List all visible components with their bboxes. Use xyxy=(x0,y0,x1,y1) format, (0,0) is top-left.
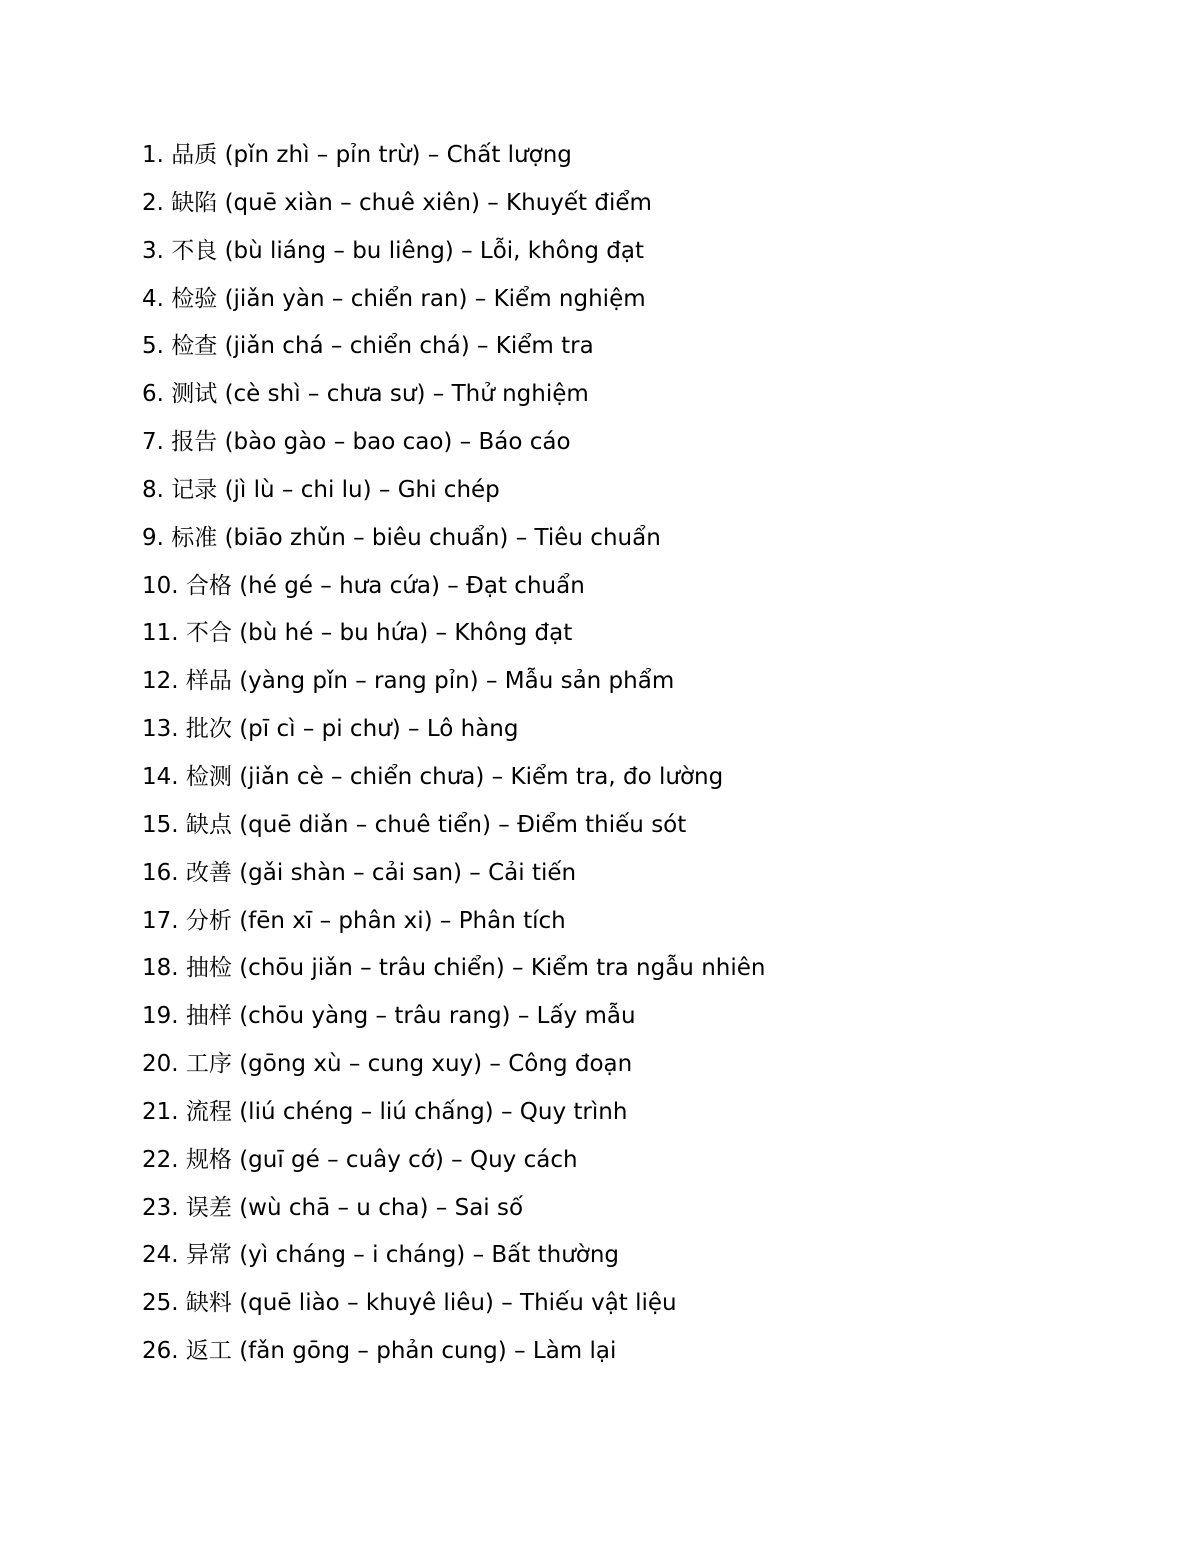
list-item: 22. 规格 (guī gé – cuây cớ) – Quy cách xyxy=(142,1146,578,1173)
list-item: 14. 检测 (jiǎn cè – chiển chưa) – Kiểm tra, đo lường xyxy=(142,763,724,790)
list-item: 25. 缺料 (quē liào – khuyê liêu) – Thiếu vật liệu xyxy=(142,1290,677,1317)
list-item: 23. 误差 (wù chā – u cha) – Sai số xyxy=(142,1194,524,1221)
list-item: 13. 批次 (pī cì – pi chư) – Lô hàng xyxy=(142,716,519,743)
list-item: 10. 合格 (hé gé – hưa cứa) – Đạt chuẩn xyxy=(142,572,585,599)
list-item: 5. 检查 (jiǎn chá – chiển chá) – Kiểm tra xyxy=(142,333,594,360)
list-item: 9. 标准 (biāo zhǔn – biêu chuẩn) – Tiêu chuẩn xyxy=(142,524,661,551)
list-item: 6. 测试 (cè shì – chưa sư) – Thử nghiệm xyxy=(142,381,589,408)
list-item: 15. 缺点 (quē diǎn – chuê tiển) – Điểm thiếu sót xyxy=(142,811,687,838)
list-item: 26. 返工 (fǎn gōng – phản cung) – Làm lại xyxy=(142,1338,617,1365)
list-item: 7. 报告 (bào gào – bao cao) – Báo cáo xyxy=(142,429,571,456)
list-item: 24. 异常 (yì cháng – i cháng) – Bất thường xyxy=(142,1242,620,1269)
list-item: 18. 抽检 (chōu jiǎn – trâu chiển) – Kiểm tra ngẫu nhiên xyxy=(142,955,766,982)
list-item: 11. 不合 (bù hé – bu hứa) – Không đạt xyxy=(142,620,573,647)
list-item: 17. 分析 (fēn xī – phân xi) – Phân tích xyxy=(142,907,566,934)
list-item: 12. 样品 (yàng pǐn – rang pỉn) – Mẫu sản phẩm xyxy=(142,668,675,695)
list-item: 2. 缺陷 (quē xiàn – chuê xiên) – Khuyết điểm xyxy=(142,189,652,216)
list-item: 16. 改善 (gǎi shàn – cải san) – Cải tiến xyxy=(142,859,577,886)
list-item: 4. 检验 (jiǎn yàn – chiển ran) – Kiểm nghiệm xyxy=(142,285,646,312)
list-item: 8. 记录 (jì lù – chi lu) – Ghi chép xyxy=(142,476,500,503)
list-item: 3. 不良 (bù liáng – bu liêng) – Lỗi, không đạt xyxy=(142,237,644,264)
list-item: 20. 工序 (gōng xù – cung xuy) – Công đoạn xyxy=(142,1051,633,1078)
vocabulary-list xyxy=(142,132,765,1376)
list-item: 21. 流程 (liú chéng – liú chấng) – Quy trình xyxy=(142,1098,628,1125)
list-item: 19. 抽样 (chōu yàng – trâu rang) – Lấy mẫu xyxy=(142,1003,636,1030)
list-item: 1. 品质 (pǐn zhì – pỉn trừ) – Chất lượng xyxy=(142,142,572,168)
